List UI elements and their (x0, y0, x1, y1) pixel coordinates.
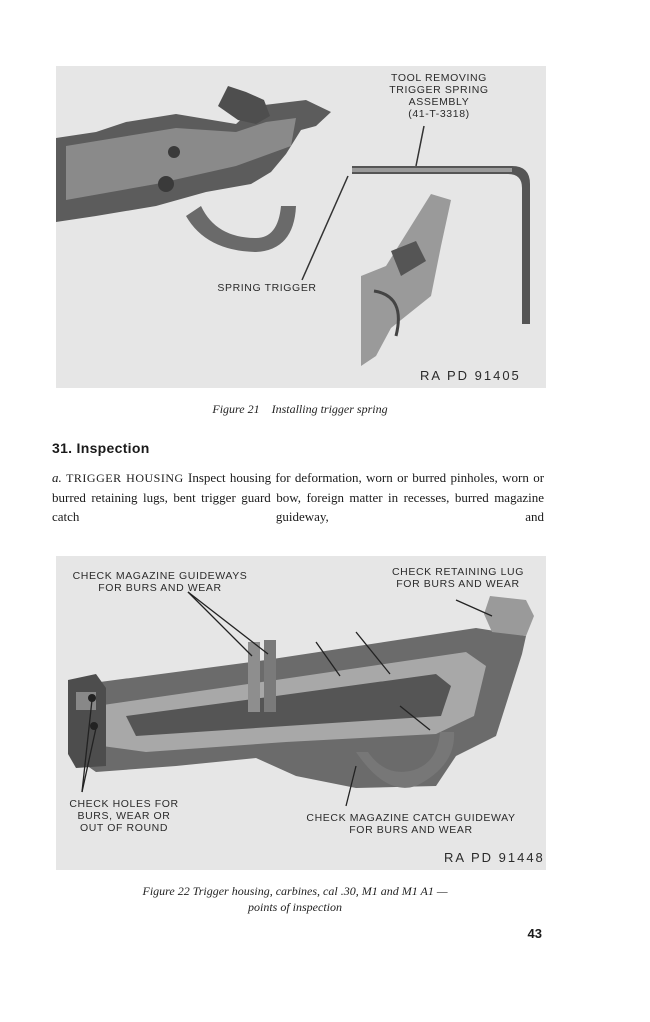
figure-22-caption-line2: points of inspection (248, 900, 342, 914)
label-catch-guideway: CHECK MAGAZINE CATCH GUIDEWAY FOR BURS AND WEAR (306, 812, 516, 836)
label-check-holes: CHECK HOLES FOR BURS, WEAR OR OUT OF ROUND (69, 798, 179, 834)
para-title: TRIGGER HOUSING (66, 471, 184, 485)
label-magazine-guideways: CHECK MAGAZINE GUIDEWAYS FOR BURS AND WEAR (72, 570, 248, 594)
label-spring-trigger: SPRING TRIGGER (217, 282, 317, 294)
section-heading: 31. Inspection (52, 440, 150, 456)
figure-21-caption: Figure 21 Installing trigger spring (212, 402, 388, 416)
figure-21-photo (56, 66, 546, 388)
label-tool-removing: TOOL REMOVING TRIGGER SPRING ASSEMBLY (41-T-3318) (389, 72, 489, 120)
ra-code-21: RA PD 91405 (420, 368, 521, 383)
ra-code-22: RA PD 91448 (444, 850, 545, 865)
para-text: Inspect housing for deformation, worn or burred pinholes, worn or burred retaining lugs, bent trigger guard bow, foreign matter in recesses, burred magazine catch guideway, and (52, 470, 545, 524)
label-retaining-lug: CHECK RETAINING LUG FOR BURS AND WEAR (392, 566, 524, 590)
para-lead: a. (52, 470, 62, 485)
figure-22-photo (56, 556, 546, 870)
page-number: 43 (527, 926, 542, 941)
figure-22-caption-line1: Figure 22 Trigger housing, carbines, cal .30, M1 and M1 A1 — (142, 884, 448, 898)
inspection-paragraph (52, 468, 544, 526)
